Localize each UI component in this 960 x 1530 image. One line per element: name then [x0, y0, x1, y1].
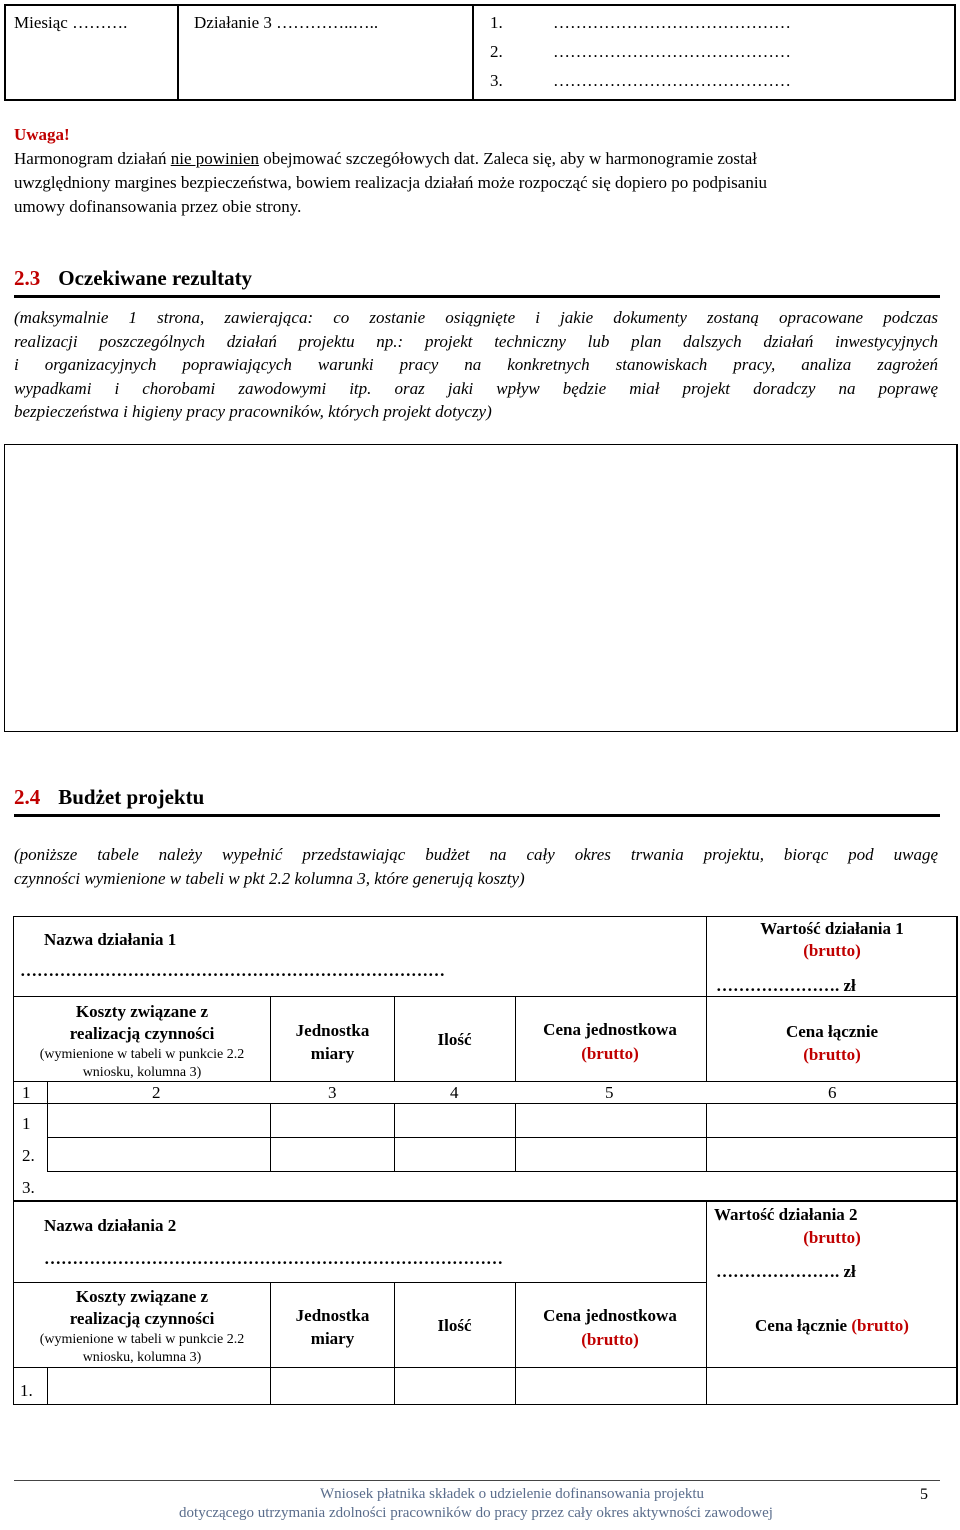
schedule-item-1: 1.	[490, 13, 503, 32]
notice-line-1: Harmonogram działań nie powinien obejmować szczegółowych dat. Zaleca się, aby w harmonogramie został	[14, 149, 758, 168]
budget2-header-top	[13, 1282, 706, 1283]
page-number: 5	[920, 1486, 928, 1503]
section-24-number: 2.4	[14, 785, 41, 809]
budget2-right-divider	[706, 1201, 707, 1367]
budget1-value-dots: …………………. zł	[716, 976, 856, 995]
budget1-row-line	[47, 1171, 958, 1172]
section-23-desc-line: bezpieczeństwa i higieny pracy pracowników, których projekt dotyczy)	[14, 402, 492, 421]
section-23-desc-line: (maksymalnie 1 strona, zawierająca: co zostanie osiągnięte i jakie dokumenty zostaną opracowane podczas	[14, 308, 938, 327]
schedule-item-3: 3.	[490, 71, 503, 90]
notice-line-2: uwzględniony margines bezpieczeństwa, bowiem realizacja działań może rozpocząć się dopiero po podpisaniu	[14, 173, 768, 192]
budget1-name-dots: …………………………………………………………………	[20, 961, 445, 980]
budget1-name-label: Nazwa działania 1	[44, 930, 177, 949]
budget2-col-divider	[515, 1282, 516, 1405]
budget2-col-unit: Jednostka miary	[295, 1306, 370, 1348]
section-23-description	[14, 306, 938, 424]
schedule-item-2: 2.	[490, 42, 503, 61]
budget1-col-number: 6	[828, 1083, 837, 1102]
schedule-table	[4, 4, 956, 101]
notice-heading: Uwaga!	[14, 125, 70, 144]
section-23-heading	[14, 266, 252, 291]
section-24-rule	[14, 814, 940, 817]
budget1-col-divider	[270, 996, 271, 1081]
section-24-heading	[14, 785, 204, 810]
section-24-desc-line: czynności wymienione w tabeli w pkt 2.2 kolumna 3, które generują koszty)	[14, 868, 525, 888]
footer-line-2: dotyczącego utrzymania zdolności pracowników do pracy przez cały okres aktywności zawodowej	[179, 1505, 773, 1521]
budget2-row-divider	[47, 1367, 48, 1405]
section-24-title: Budżet projektu	[58, 785, 205, 809]
section-23-desc-line: wypadkami i chorobami zawodowymi itp. oraz jaki wpływ będzie miał projekt doradczy na poprawę	[14, 378, 938, 398]
budget2-value-brutto: (brutto)	[803, 1228, 861, 1247]
section-23-number: 2.3	[14, 266, 41, 290]
footer-line-1: Wniosek płatnika składek o udzielenie dofinansowania projektu	[319, 1486, 705, 1502]
budget1-row-number: 2.	[22, 1146, 35, 1165]
budget2-col-costs: Koszty związane z realizacją czynności	[69, 1287, 215, 1328]
budget1-col-divider	[394, 996, 395, 1081]
schedule-dots-3: ……………………………………	[553, 71, 791, 90]
section-23-desc-line: realizacji poszczególnych działań projektu np.: projekt techniczny lub plan dalszych działań inwestycyjnych	[14, 331, 938, 351]
budget1-col-divider	[706, 996, 707, 1081]
budget2-rows-top	[13, 1367, 958, 1368]
section-24-desc-line: (poniższe tabele należy wypełnić przedstawiając budżet na cały okres trwania projektu, biorąc pod uwagę	[14, 845, 938, 864]
budget1-col-number: 4	[450, 1083, 459, 1102]
footer-rule	[14, 1480, 940, 1481]
budget2-col-costs-note: (wymienione w tabeli w punkcie 2.2 wniosku, kolumna 3)	[39, 1332, 245, 1365]
schedule-month: Miesiąc ……….	[14, 13, 128, 32]
budget1-col-divider	[515, 996, 516, 1081]
budget2-col-price: Cena jednostkowa (brutto)	[543, 1306, 677, 1349]
budget1-col-number: 5	[605, 1083, 614, 1102]
budget1-value-label: Wartość działania 1	[760, 919, 904, 938]
budget1-col-number: 1	[22, 1083, 31, 1102]
budget1-col-costs-note: (wymienione w tabeli w punkcie 2.2 wniosku, kolumna 3)	[39, 1047, 245, 1080]
budget2-value-label: Wartość działania 2	[714, 1205, 858, 1224]
budget2-col-total: Cena łącznie (brutto)	[755, 1316, 909, 1335]
budget2-name-dots: ………………………………………………………………………	[44, 1249, 503, 1268]
budget1-col-qty: Ilość	[437, 1030, 472, 1049]
budget1-row-number: 1	[22, 1114, 31, 1133]
budget1-rows-top	[13, 1103, 958, 1104]
schedule-divider-2	[472, 4, 474, 101]
section-23-desc-line: i organizacyjnych poprawiających warunki pracy na konkretnych stanowiskach pracy, analiza zagrożeń	[14, 355, 938, 374]
schedule-divider-1	[177, 4, 179, 101]
notice-emphasis: nie powinien	[170, 149, 260, 168]
budget1-row-line	[47, 1137, 958, 1138]
schedule-dots-1: ……………………………………	[553, 13, 791, 32]
budget1-value-brutto: (brutto)	[803, 941, 861, 960]
budget1-col-costs: Koszty związane z realizacją czynności	[69, 1002, 215, 1043]
budget2-col-divider	[394, 1282, 395, 1405]
schedule-action: Działanie 3 …………..…..	[194, 13, 379, 32]
section-23-title: Oczekiwane rezultaty	[58, 266, 253, 290]
section-23-rule	[14, 295, 940, 298]
budget2-row-number: 1.	[20, 1381, 33, 1400]
budget2-col-qty: Ilość	[437, 1316, 472, 1335]
budget1-col-price: Cena jednostkowa (brutto)	[543, 1020, 677, 1063]
budget1-row-divider	[47, 1081, 48, 1171]
budget1-col-unit: Jednostka miary	[295, 1021, 370, 1063]
budget1-header-top	[13, 996, 958, 997]
budget2-value-dots: …………………. zł	[716, 1262, 856, 1281]
section-24-description	[14, 843, 938, 890]
notice-line-3: umowy dofinansowania przez obie strony.	[14, 197, 302, 216]
budget2-col-divider	[270, 1282, 271, 1405]
budget2-name-label: Nazwa działania 2	[44, 1216, 177, 1235]
results-input-box[interactable]	[4, 444, 958, 732]
budget2-row-divider	[706, 1367, 707, 1405]
budget1-col-number: 3	[328, 1083, 337, 1102]
budget1-numbers-top	[13, 1081, 958, 1082]
schedule-dots-2: ……………………………………	[553, 42, 791, 61]
budget1-col-number: 2	[152, 1083, 161, 1102]
budget1-row-number: 3.	[22, 1178, 35, 1197]
budget1-col-total: Cena łącznie (brutto)	[785, 1022, 879, 1064]
